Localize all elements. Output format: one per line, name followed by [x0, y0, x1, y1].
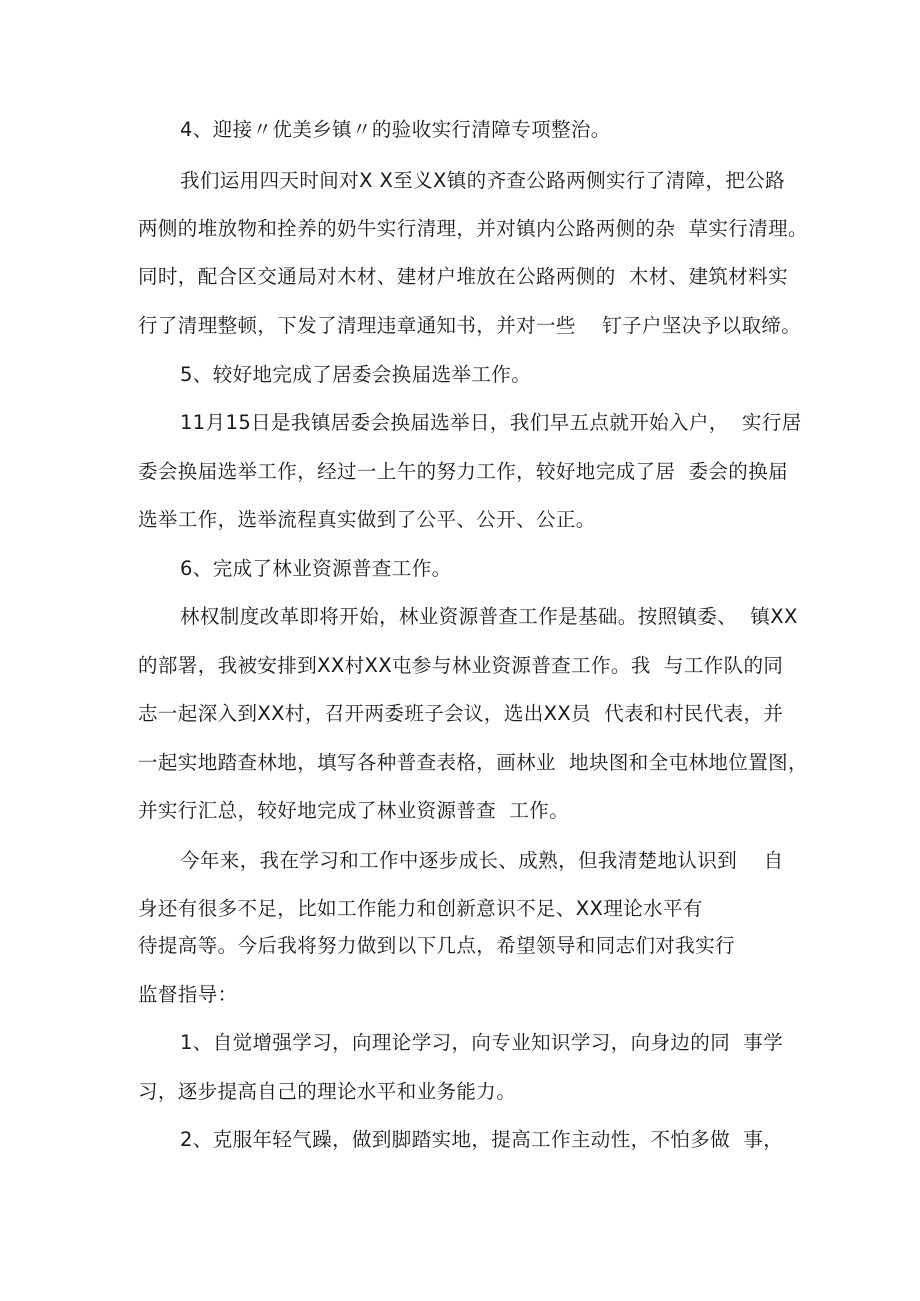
paragraph-line: 行了清理整顿，下发了清理违章通知书，并对一些 钉子户坚决予以取缔。 [138, 314, 802, 337]
paragraph-line: 的部署，我被安排到XX村XX屯参与林业资源普查工作。我 与工作队的同 [138, 654, 784, 677]
paragraph-line: 今年来，我在学习和工作中逐步成长、成熟，但我清楚地认识到 自 [180, 849, 784, 872]
paragraph-line: 11月15日是我镇居委会换届选举日，我们早五点就开始入户， 实行居 [180, 411, 802, 434]
paragraph-line: 习，逐步提高自己的理论水平和业务能力。 [138, 1080, 517, 1103]
paragraph-line: 委会换届选举工作，经过一上午的努力工作，较好地完成了居 委会的换届 [138, 460, 788, 483]
paragraph-line: 并实行汇总，较好地完成了林业资源普查 工作。 [138, 799, 570, 822]
paragraph-line: 我们运用四天时间对X X至义X镇的齐查公路两侧实行了清障，把公路 [180, 169, 786, 192]
paragraph-line: 同时，配合区交通局对木材、建材户堆放在公路两侧的 木材、建筑材料实 [138, 265, 788, 288]
heading-item-4: 4、迎接〃优美乡镇〃的验收实行清障专项整治。 [180, 118, 611, 141]
paragraph-line: 林权制度改革即将开始，林业资源普查工作是基础。按照镇委、 镇XX [180, 605, 798, 628]
paragraph-line: 志一起深入到XX村，召开两委班子会议，选出XX员 代表和村民代表，并 [138, 702, 784, 725]
list-item-1: 1、自觉增强学习，向理论学习，向专业知识学习，向身边的同 事学 [180, 1031, 784, 1054]
heading-item-6: 6、完成了林业资源普查工作。 [180, 557, 452, 580]
paragraph-line: 身还有很多不足，比如工作能力和创新意识不足、XX理论水平有 [138, 897, 703, 920]
paragraph-line: 监督指导： [138, 983, 238, 1006]
paragraph-line: 选举工作，选举流程真实做到了公平、公开、公正。 [138, 508, 596, 531]
paragraph-line: 两侧的堆放物和拴养的奶牛实行清理，并对镇内公路两侧的杂 草实行清理。 [138, 217, 808, 240]
paragraph-line: 待提高等。今后我将努力做到以下几点，希望领导和同志们对我实行 [138, 934, 736, 957]
list-item-2: 2、克服年轻气躁，做到脚踏实地，提高工作主动性，不怕多做 事， [180, 1128, 784, 1151]
paragraph-line: 一起实地踏查林地，填写各种普查表格，画林业 地块图和全屯林地位置图， [138, 751, 808, 774]
heading-item-5: 5、较好地完成了居委会换届选举工作。 [180, 363, 532, 386]
